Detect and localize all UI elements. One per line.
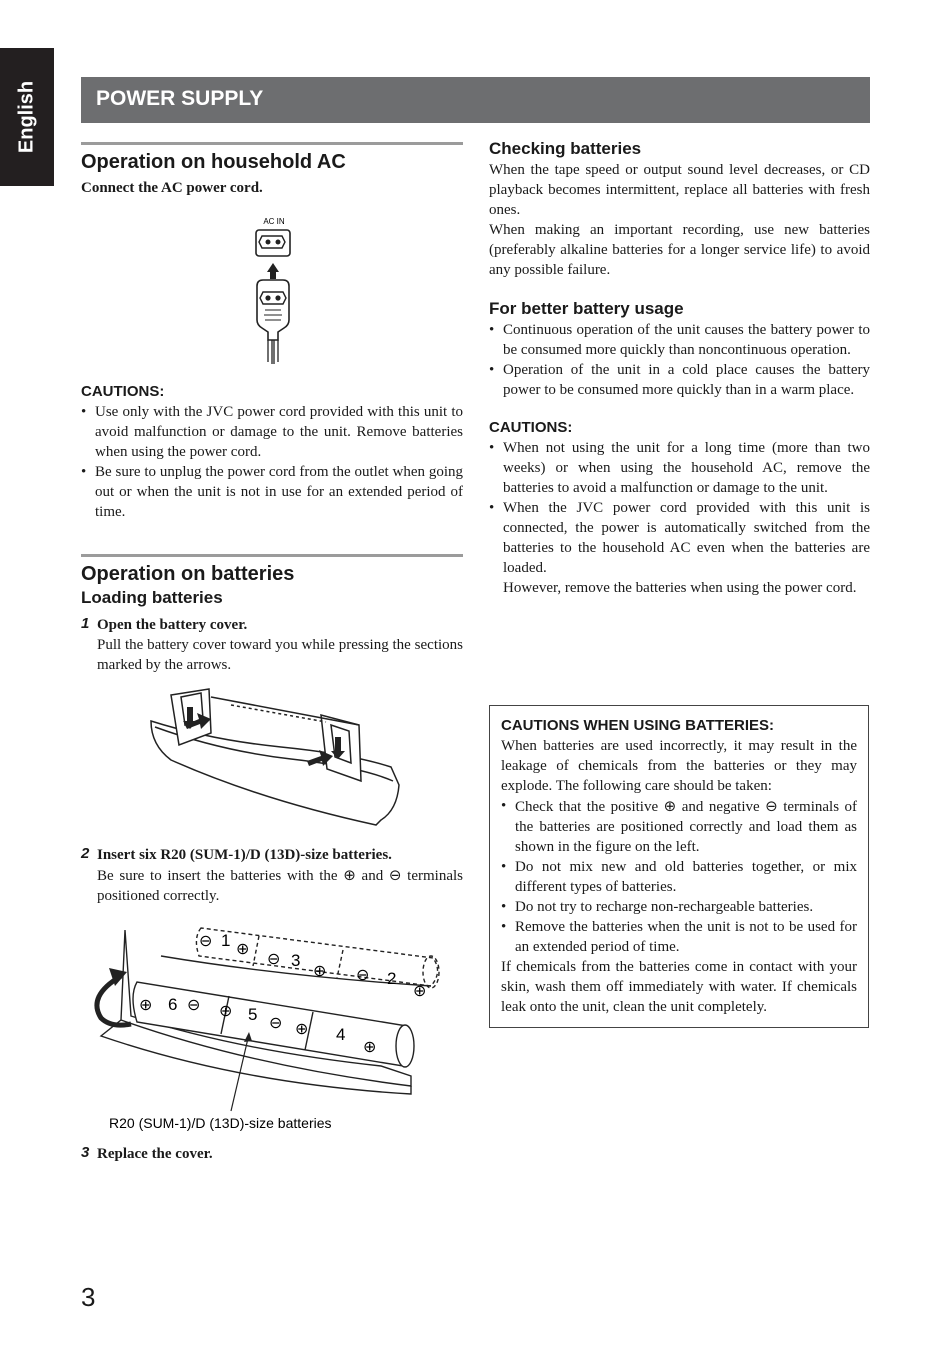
cautions-list	[489, 438, 870, 598]
right-column	[489, 138, 870, 598]
step-1	[81, 615, 463, 675]
svg-text:⊖: ⊖	[267, 951, 281, 968]
svg-text:⊕: ⊕	[413, 983, 427, 1000]
step-number: 2	[81, 845, 90, 862]
box-outro: If chemicals from the batteries come in contact with your skin, wash them off immediately with water. If chemicals leak onto the unit, clean the unit completely.	[501, 959, 857, 1015]
step-number: 1	[81, 615, 90, 632]
step-number: 3	[81, 1144, 90, 1161]
svg-text:⊖: ⊖	[269, 1015, 283, 1032]
section-divider	[81, 142, 463, 145]
banner-title: POWER SUPPLY	[96, 87, 264, 110]
list-item: • Remove the batteries when the unit is not to be used for an extended period of time.	[501, 917, 857, 957]
ac-plug-figure	[81, 198, 463, 368]
svg-text:⊕: ⊕	[363, 1039, 377, 1056]
list-item: • Check that the positive ⊕ and negative ⊖ terminals of the batteries are positioned correctly and load them as shown in the figure on the left.	[501, 796, 857, 857]
battery-cover-figure	[81, 685, 463, 831]
left-column	[81, 142, 463, 1164]
step-2	[81, 845, 463, 906]
list-item: • Operation of the unit in a cold place causes the battery power to be consumed more quickly than in a warm place.	[489, 360, 870, 400]
svg-text:⊕: ⊕	[295, 1021, 309, 1038]
box-intro: When batteries are used incorrectly, it may result in the leakage of chemicals from the batteries or they may explode. The following care should be taken:	[501, 738, 857, 794]
page-number: 3	[81, 1282, 96, 1312]
battery-number: 2	[387, 969, 397, 988]
better-usage-title: For better battery usage	[489, 299, 684, 318]
list-item: • Continuous operation of the unit causes the battery power to be consumed more quickly than noncontinuous operation.	[489, 320, 870, 360]
list-item: • When not using the unit for a long time (more than two weeks) or when using the household AC, remove the batteries to avoid a malfunction or damage to the unit.	[489, 438, 870, 498]
svg-text:⊖: ⊖	[356, 967, 370, 984]
power-plug-icon	[257, 280, 289, 364]
list-item: • Do not mix new and old batteries together, or mix different types of batteries.	[501, 857, 857, 897]
step-2-title: Insert six R20 (SUM-1)/D (13D)-size batteries.	[97, 847, 392, 863]
section-banner	[81, 77, 870, 123]
battery-section-title: Operation on batteries	[81, 563, 295, 585]
loading-batteries-subtitle: Loading batteries	[81, 588, 223, 607]
ac-in-label: AC IN	[263, 217, 285, 226]
language-tab-label: English	[15, 80, 38, 154]
box-list	[501, 796, 857, 957]
svg-text:⊕: ⊕	[139, 997, 153, 1014]
battery-number: 6	[168, 995, 178, 1014]
list-item: • Be sure to unplug the power cord from the outlet when going out or when the unit is not in use for an extended period of time.	[81, 462, 463, 522]
list-item: • When the JVC power cord provided with this unit is connected, the power is automatically switched from the batteries to the household AC even when the batteries are loaded. However, remove the batteries when using the power cord.	[489, 498, 870, 598]
list-item: • Use only with the JVC power cord provided with this unit to avoid malfunction or damage to the unit. Remove batteries when using the power cord.	[81, 402, 463, 462]
svg-text:⊖: ⊖	[187, 997, 201, 1014]
ac-cautions-heading: CAUTIONS:	[81, 383, 165, 400]
checking-batteries-title: Checking batteries	[489, 139, 642, 158]
ac-cautions-list	[81, 402, 463, 522]
svg-text:⊖: ⊖	[199, 933, 213, 950]
plus-terminal-icon: ⊕	[663, 797, 677, 815]
svg-text:⊕: ⊕	[313, 963, 327, 980]
svg-text:⊕: ⊕	[236, 941, 250, 958]
step-3-title: Replace the cover.	[97, 1146, 213, 1162]
arrow-up-icon	[267, 263, 279, 279]
battery-number: 3	[291, 951, 301, 970]
battery-insertion-figure	[81, 916, 463, 1136]
step-2-text: Be sure to insert the batteries with the ⊕ and ⊖ terminals positioned correctly.	[97, 866, 463, 904]
ac-section-title: Operation on household AC	[81, 151, 346, 173]
list-item: • Do not try to recharge non-rechargeable batteries.	[501, 897, 857, 917]
step-3	[81, 1144, 463, 1164]
battery-cautions-box	[489, 705, 869, 1028]
minus-terminal-icon: ⊖	[388, 866, 402, 884]
minus-terminal-icon: ⊖	[765, 797, 778, 815]
checking-paragraph-1: When the tape speed or output sound level decreases, or CD playback becomes intermittent, replace all batteries with fresh ones.	[489, 162, 870, 218]
ac-instruction: Connect the AC power cord.	[81, 180, 263, 196]
language-tab	[0, 48, 54, 186]
battery-number: 4	[336, 1025, 346, 1044]
section-divider	[81, 554, 463, 557]
box-heading: CAUTIONS WHEN USING BATTERIES:	[501, 717, 775, 734]
battery-number: 1	[221, 931, 231, 950]
plus-terminal-icon: ⊕	[343, 866, 356, 884]
svg-text:⊕: ⊕	[219, 1003, 233, 1020]
cautions-heading: CAUTIONS:	[489, 419, 573, 436]
better-usage-list	[489, 320, 870, 400]
checking-paragraph-2: When making an important recording, use new batteries (preferably alkaline batteries for a longer service life) to avoid any possible failure.	[489, 222, 870, 278]
battery-figure-caption: R20 (SUM-1)/D (13D)-size batteries	[109, 1115, 332, 1131]
step-1-text: Pull the battery cover toward you while pressing the sections marked by the arrows.	[97, 637, 463, 673]
battery-number: 5	[248, 1005, 258, 1024]
step-1-title: Open the battery cover.	[97, 617, 248, 633]
